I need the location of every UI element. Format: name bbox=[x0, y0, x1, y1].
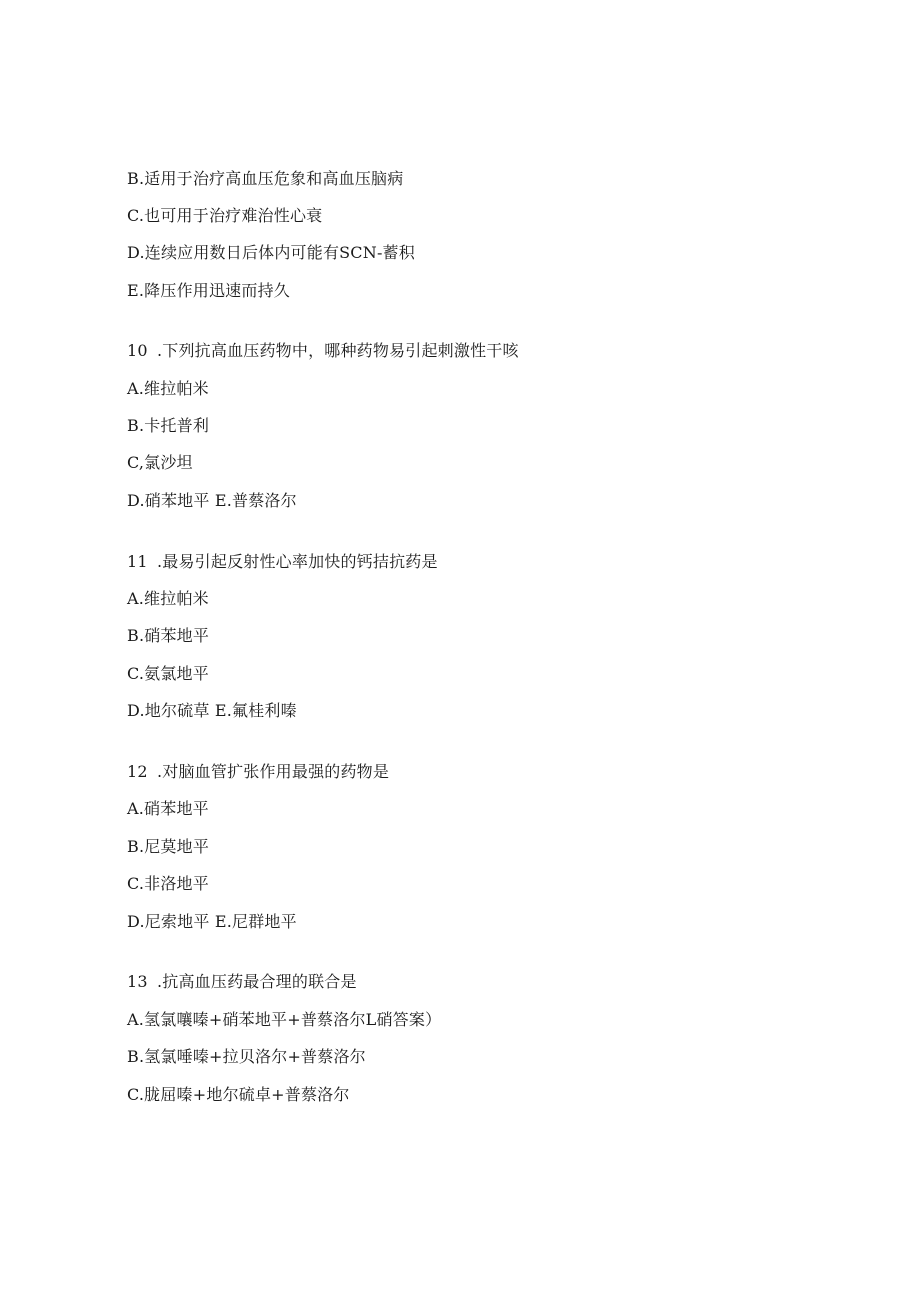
option-line: D.硝苯地平 E.普蔡洛尔 bbox=[127, 491, 297, 510]
question-13 bbox=[127, 971, 357, 993]
question-text: .对脑血管扩张作用最强的药物是 bbox=[157, 762, 390, 781]
question-11 bbox=[127, 551, 438, 573]
option-line: C,氯沙坦 bbox=[127, 453, 193, 472]
option-line: A.维拉帕米 bbox=[127, 379, 209, 398]
option-line: B.硝苯地平 bbox=[127, 626, 210, 645]
option-line: B.氢氯唾嗪+拉贝洛尔+普蔡洛尔 bbox=[127, 1047, 366, 1066]
question-10 bbox=[127, 340, 519, 362]
question-number: 10 bbox=[127, 341, 148, 360]
question-12 bbox=[127, 761, 389, 783]
question-text: .最易引起反射性心率加快的钙拮抗药是 bbox=[157, 552, 438, 571]
option-line: C.胧屈嗪+地尔硫卓+普蔡洛尔 bbox=[127, 1085, 350, 1104]
question-number: 11 bbox=[127, 552, 148, 571]
option-line: B.适用于治疗高血压危象和高血压脑病 bbox=[127, 169, 404, 188]
question-text: .下列抗高血压药物中，哪种药物易引起刺激性干咳 bbox=[157, 341, 519, 360]
option-line: B.卡托普利 bbox=[127, 416, 210, 435]
option-line: C.也可用于治疗难治性心衰 bbox=[127, 206, 323, 225]
option-line: D.地尔硫草 E.氟桂利嗪 bbox=[127, 701, 297, 720]
option-line: C.非洛地平 bbox=[127, 874, 209, 893]
option-line: D.尼索地平 E.尼群地平 bbox=[127, 912, 297, 931]
option-line: A.维拉帕米 bbox=[127, 589, 209, 608]
option-line: D.连续应用数日后体内可能有SCN-蓄积 bbox=[127, 243, 415, 262]
option-line: A.氢氯嚷嗪+硝苯地平+普蔡洛尔L硝答案） bbox=[127, 1010, 442, 1029]
option-line: A.硝苯地平 bbox=[127, 799, 209, 818]
option-line: C.氨氯地平 bbox=[127, 664, 209, 683]
question-number: 12 bbox=[127, 762, 148, 781]
option-line: E.降压作用迅速而持久 bbox=[127, 281, 290, 300]
question-number: 13 bbox=[127, 972, 148, 991]
option-line: B.尼莫地平 bbox=[127, 837, 210, 856]
question-text: .抗高血压药最合理的联合是 bbox=[157, 972, 357, 991]
